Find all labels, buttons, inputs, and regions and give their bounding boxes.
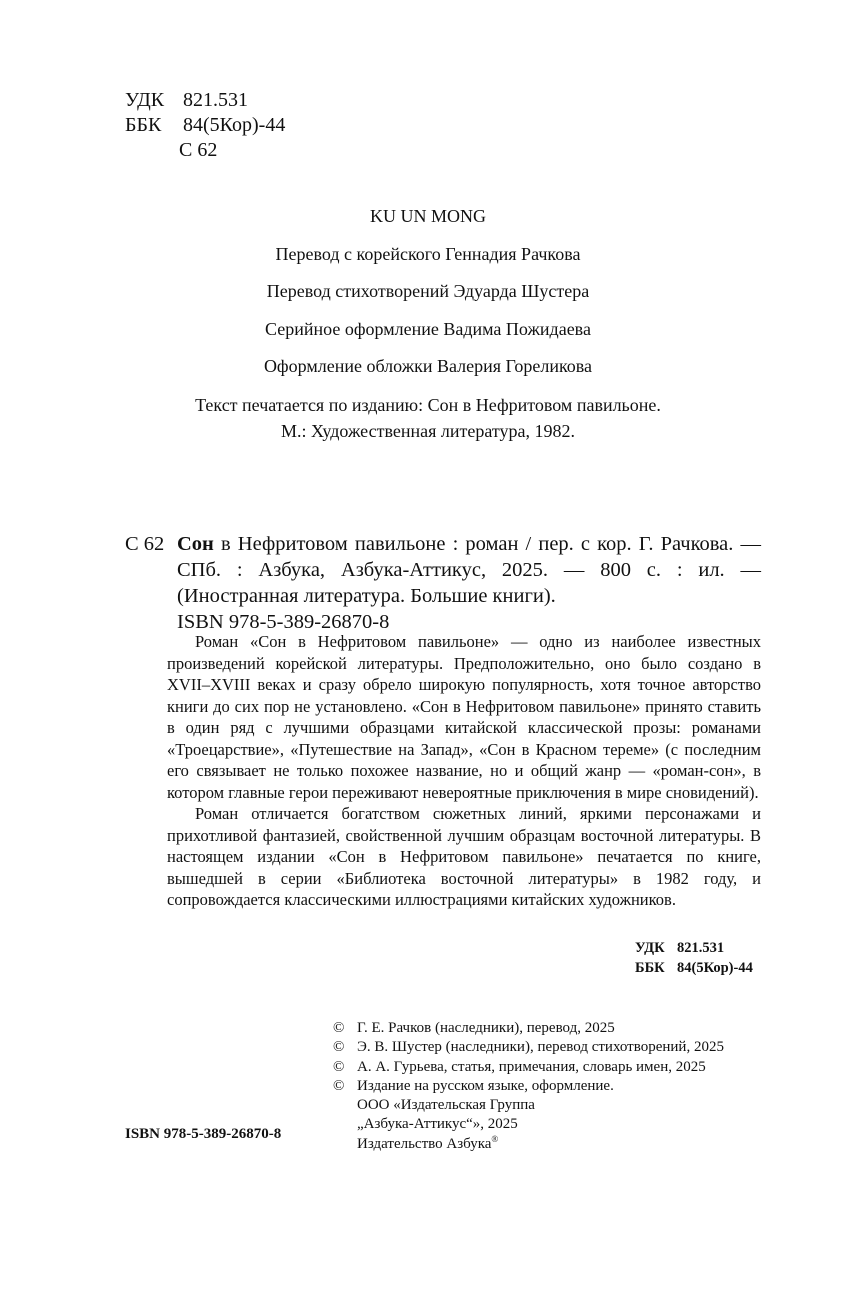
annotation [167,631,761,911]
copyright-symbol: © [333,1039,345,1056]
source-edition-line-1: Текст печатается по изданию: Сон в Нефритовом павильоне. [195,394,661,415]
bbk-code-bottom: ББК 84(5Кор)-44 [635,960,753,976]
bibliographic-entry [125,531,761,635]
registered-mark: ® [491,1133,499,1144]
series-design-credit: Серийное оформление Вадима Пожидаева [265,318,591,339]
copyright-symbol: © [333,1058,345,1075]
copyright-symbol: © [333,1077,345,1094]
isbn-bottom: ISBN 978-5-389-26870-8 [125,1126,282,1142]
annotation-paragraph-2: Роман отличается богатством сюжетных линий, яркими персонажами и прихотливой фантазией, свойственной лучшим образцам восточной литературы. В настоящем издании «Сон в Нефритовом павильоне» печатается по книге, вышедшей в серии «Библиотека восточной литературы» в 1982 году, и сопровождается классическими иллюстрациями китайских художников. [167,804,761,909]
source-edition-line-2: М.: Художественная литература, 1982. [280,420,576,441]
copyright-symbol: © [333,1020,345,1036]
copyright-row: © А. А. Гурьева, статья, примечания, словарь имен, 2025 [333,1058,724,1077]
entry-isbn: ISBN 978-5-389-26870-8 [177,611,390,633]
copyright-block [333,1019,724,1154]
udk-value: 821.531 [183,89,248,111]
annotation-paragraph-1: Роман «Сон в Нефритовом павильоне» — одно из наиболее известных произведений корейской литературы. Предположительно, оно было создано в XVII–XVIII веках и сразу обрело широкую популярность, хотя точное авторство книги до сих пор не установлено. «Сон в Нефритовом павильоне» принято ставить в один ряд с лучшими образцами китайской классической прозы: романами «Троецарствие», «Путешествие на Запад», «Сон в Красном тереме» (с последним его связывает не только похожее название, но и общий жанр — «роман-сон», в котором главные герои переживают невероятные приключения в мире сновидений). [167,632,761,802]
bbk-label: ББК [125,114,162,136]
credits-block [0,203,856,443]
original-title: KU UN MONG [370,206,486,226]
copyright-row: Издательство Азбука® [357,1133,499,1152]
entry-description: в Нефритовом павильоне : роман / пер. с кор. Г. Рачкова. — СПб. : Азбука, Азбука-Аттикус, 2025. — 800 с. : ил. — (Иностранная литература. Большие книги). [177,533,761,607]
translator-credit: Перевод с корейского Геннадия Рачкова [275,243,581,264]
udk-code-bottom: УДК 821.531 [635,940,725,956]
udk-label: УДК [125,89,165,111]
cover-design-credit: Оформление обложки Валерия Гореликова [263,356,593,376]
copyright-row: „Азбука-Аттикус“», 2025 [357,1116,518,1133]
copyright-row: ООО «Издательская Группа [357,1097,535,1114]
bbk-code [125,113,285,138]
entry-title: Сон [177,533,214,555]
bbk-value: 84(5Кор)-44 [183,114,286,136]
bibliographic-description [177,531,761,609]
copyright-row: © Издание на русском языке, оформление. [333,1077,724,1096]
udk-code [125,88,285,113]
poems-translator-credit: Перевод стихотворений Эдуарда Шустера [266,281,590,301]
copyright-row: © Э. В. Шустер (наследники), перевод стихотворений, 2025 [333,1038,724,1057]
entry-code: С 62 [125,533,165,555]
classification-codes-bottom [635,938,753,978]
copyright-row: © Г. Е. Рачков (наследники), перевод, 2025 [333,1019,724,1038]
author-sign: С 62 [179,139,218,161]
classification-codes [125,88,285,163]
